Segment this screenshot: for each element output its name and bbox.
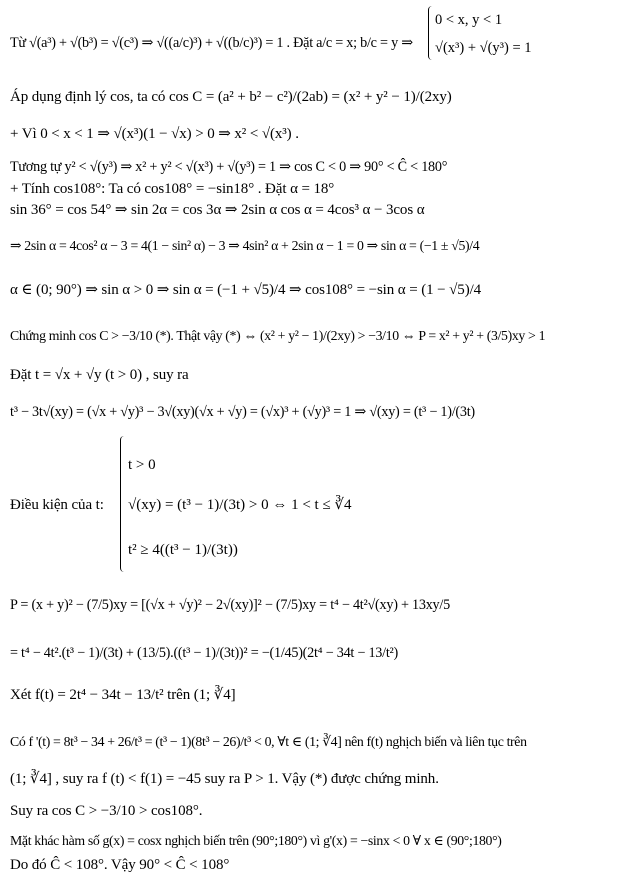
line-6: sin 36° = cos 54° ⇒ sin 2α = cos 3α ⇒ 2sin α cos α = 4cos³ α − 3cos α <box>10 202 425 218</box>
line-5: + Tính cos108°: Ta có cos108° = −sin18° . Đặt α = 18° <box>10 181 335 197</box>
line-18: Mặt khác hàm số g(x) = cosx nghịch biến trên (90°;180°) vì g'(x) = −sinx < 0 ∀ x ∈ (90°;180°) <box>10 833 502 848</box>
condition-3: t² ≥ 4((t³ − 1)/(3t)) <box>128 542 238 558</box>
line-3: + Vì 0 < x < 1 ⇒ √(x³)(1 − √x) > 0 ⇒ x² < √(x³) . <box>10 126 299 142</box>
line-4: Tương tự y² < √(y³) ⇒ x² + y² < √(x³) + √(y³) = 1 ⇒ cos C < 0 ⇒ 90° < Ĉ < 180° <box>10 159 448 175</box>
line-16: (1; ∛4] , suy ra f (t) < f(1) = −45 suy ra P > 1. Vậy (*) được chứng minh. <box>10 771 439 787</box>
condition-label: Điều kiện của t: <box>10 497 104 513</box>
line-2: Áp dụng định lý cos, ta có cos C = (a² + b² − c²)/(2ab) = (x² + y² − 1)/(2xy) <box>10 89 452 105</box>
condition-1: t > 0 <box>128 457 156 473</box>
system-line-1: 0 < x, y < 1 <box>435 12 503 28</box>
line-19: Do đó Ĉ < 108°. Vậy 90° < Ĉ < 108° <box>10 857 230 873</box>
line-9: Chứng minh cos C > −3/10 (*). Thật vậy (*) ⇔ (x² + y² − 1)/(2xy) > −3/10 ⇔ P = x² + y² + (3/5)xy > 1 <box>10 328 546 343</box>
system-line-2: √(x³) + √(y³) = 1 <box>435 40 532 56</box>
condition-brace <box>120 436 127 572</box>
line-10: Đặt t = √x + √y (t > 0) , suy ra <box>10 367 189 383</box>
condition-2: √(xy) = (t³ − 1)/(3t) > 0 ⇔ 1 < t ≤ ∛4 <box>128 497 352 513</box>
line-7: ⇒ 2sin α = 4cos² α − 3 = 4(1 − sin² α) − 3 ⇒ 4sin² α + 2sin α − 1 = 0 ⇒ sin α = (−1 ± √5)/4 <box>10 238 480 253</box>
line-13: = t⁴ − 4t².(t³ − 1)/(3t) + (13/5).((t³ − 1)/(3t))² = −(1/45)(2t⁴ − 34t − 13/t²) <box>10 645 398 661</box>
line-14: Xét f(t) = 2t⁴ − 34t − 13/t² trên (1; ∛4] <box>10 687 236 703</box>
system-brace <box>428 6 434 60</box>
line-17: Suy ra cos C > −3/10 > cos108°. <box>10 803 203 819</box>
line-15: Có f '(t) = 8t³ − 34 + 26/t³ = (t³ − 1)(8t³ − 26)/t³ < 0, ∀t ∈ (1; ∛4] nên f(t) nghịch biến và liên tục trên <box>10 734 527 749</box>
line-1: Từ √(a³) + √(b³) = √(c³) ⇒ √((a/c)³) + √((b/c)³) = 1 . Đặt a/c = x; b/c = y ⇒ <box>10 35 413 51</box>
line-12: P = (x + y)² − (7/5)xy = [(√x + √y)² − 2√(xy)]² − (7/5)xy = t⁴ − 4t²√(xy) + 13xy/5 <box>10 597 450 613</box>
line-8: α ∈ (0; 90°) ⇒ sin α > 0 ⇒ sin α = (−1 + √5)/4 ⇒ cos108° = −sin α = (1 − √5)/4 <box>10 282 482 298</box>
line-11: t³ − 3t√(xy) = (√x + √y)³ − 3√(xy)(√x + √y) = (√x)³ + (√y)³ = 1 ⇒ √(xy) = (t³ − 1)/(3t) <box>10 404 475 420</box>
